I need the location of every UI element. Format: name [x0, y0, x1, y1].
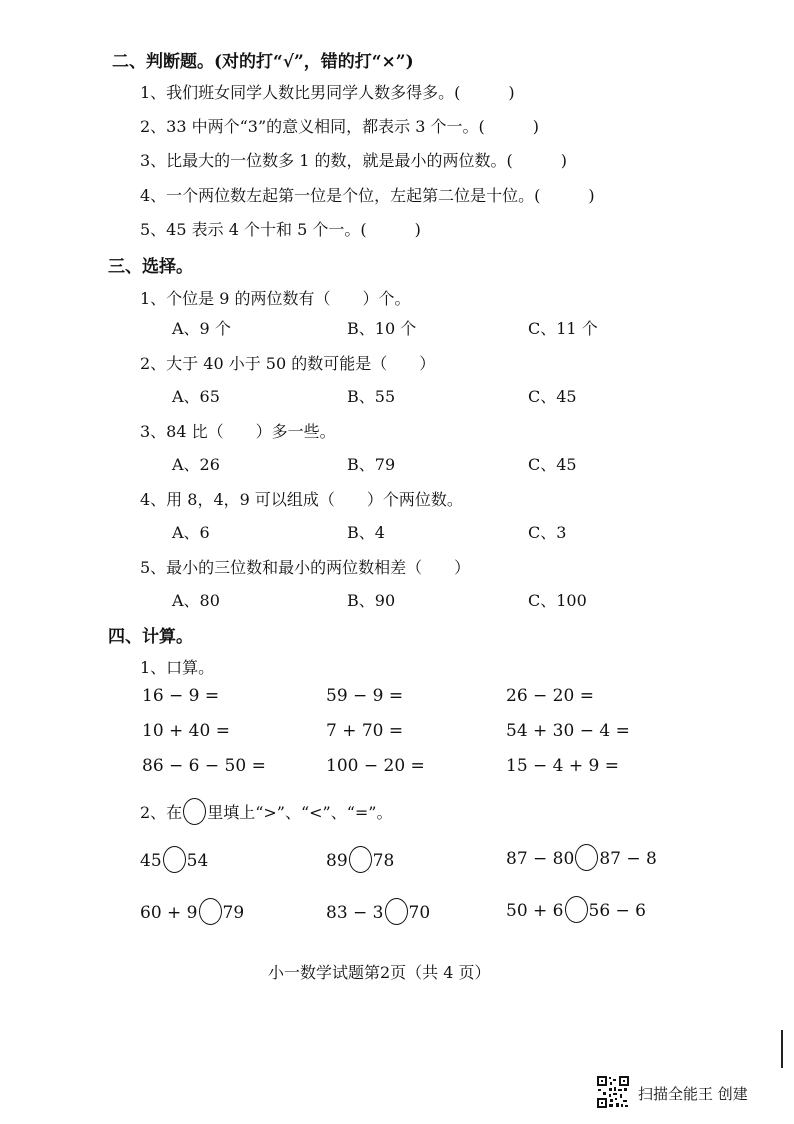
- answer-circle[interactable]: [163, 846, 186, 873]
- compare-right: 87 − 8: [599, 849, 657, 869]
- choice-2-option-a: A、65: [172, 387, 220, 406]
- choice-4-option-c: C、3: [528, 523, 567, 542]
- choice-1-option-b: B、10 个: [347, 319, 417, 338]
- choice-question-2: 2、大于 40 小于 50 的数可能是（ ）: [140, 354, 436, 373]
- compare-r1-c3: [506, 846, 657, 873]
- choice-question-3: 3、84 比（ ）多一些。: [140, 422, 336, 441]
- compare-r1-c2: [326, 848, 394, 875]
- compare-suffix: 里填上“>”、“<”、“=”。: [207, 803, 393, 822]
- oral-r3-c2: 100 − 20 =: [326, 756, 425, 776]
- choice-2-option-c: C、45: [528, 387, 577, 406]
- compare-right: 56 − 6: [588, 901, 646, 921]
- compare-left: 89: [326, 851, 348, 871]
- judge-item-5: 5、45 表示 4 个十和 5 个一。( ): [140, 220, 421, 239]
- choice-question-1: 1、个位是 9 的两位数有（ ）个。: [140, 289, 411, 308]
- watermark-text: 扫描全能王 创建: [638, 1085, 748, 1103]
- oral-r1-c1: 16 − 9 =: [142, 686, 220, 706]
- choice-4-option-b: B、4: [347, 523, 385, 542]
- choice-question-4: 4、用 8，4，9 可以组成（ ）个两位数。: [140, 490, 463, 509]
- choice-2-option-b: B、55: [347, 387, 396, 406]
- choice-1-option-a: A、9 个: [172, 319, 231, 338]
- compare-right: 79: [222, 903, 245, 923]
- oral-r2-c2: 7 + 70 =: [326, 721, 404, 741]
- qr-code-icon: [596, 1075, 630, 1109]
- section2-title: 二、判断题。(对的打“√”，错的打“×”): [112, 52, 414, 72]
- compare-r2-c1: [140, 900, 244, 927]
- choice-5-option-a: A、80: [172, 591, 220, 610]
- oral-r1-c3: 26 − 20 =: [506, 686, 594, 706]
- oral-r2-c1: 10 + 40 =: [142, 721, 230, 741]
- answer-circle[interactable]: [575, 844, 598, 871]
- oral-r2-c3: 54 + 30 − 4 =: [506, 721, 630, 741]
- compare-left: 50 + 6: [506, 901, 564, 921]
- answer-circle[interactable]: [349, 846, 372, 873]
- scan-edge-line: [781, 1030, 783, 1068]
- compare-left: 83 − 3: [326, 903, 384, 923]
- oral-calc-title: 1、口算。: [140, 658, 215, 677]
- compare-right: 70: [408, 903, 431, 923]
- choice-question-5: 5、最小的三位数和最小的两位数相差（ ）: [140, 558, 471, 577]
- choice-3-option-c: C、45: [528, 455, 577, 474]
- answer-circle[interactable]: [385, 898, 408, 925]
- compare-left: 60 + 9: [140, 903, 198, 923]
- judge-item-4: 4、一个两位数左起第一位是个位，左起第二位是十位。( ): [140, 186, 595, 205]
- compare-prefix: 2、在: [140, 803, 183, 822]
- compare-left: 45: [140, 851, 162, 871]
- compare-left: 87 − 80: [506, 849, 575, 869]
- choice-3-option-a: A、26: [172, 455, 220, 474]
- compare-r1-c1: [140, 848, 208, 875]
- compare-r2-c2: [326, 900, 430, 927]
- section4-title: 四、计算。: [108, 627, 193, 647]
- compare-right: 78: [372, 851, 395, 871]
- page-footer: 小一数学试题第2页（共 4 页）: [268, 963, 491, 982]
- compare-instruction: [140, 800, 393, 827]
- choice-5-option-c: C、100: [528, 591, 587, 610]
- oral-r3-c1: 86 − 6 − 50 =: [142, 756, 266, 776]
- compare-r2-c3: [506, 898, 646, 925]
- compare-right: 54: [186, 851, 209, 871]
- oral-r1-c2: 59 − 9 =: [326, 686, 404, 706]
- judge-item-1: 1、我们班女同学人数比男同学人数多得多。( ): [140, 83, 515, 102]
- judge-item-2: 2、33 中两个“3”的意义相同，都表示 3 个一。( ): [140, 117, 540, 136]
- answer-circle[interactable]: [565, 896, 588, 923]
- choice-4-option-a: A、6: [172, 523, 210, 542]
- choice-3-option-b: B、79: [347, 455, 396, 474]
- circle-icon: [183, 798, 206, 825]
- answer-circle[interactable]: [199, 898, 222, 925]
- oral-r3-c3: 15 − 4 + 9 =: [506, 756, 620, 776]
- judge-item-3: 3、比最大的一位数多 1 的数，就是最小的两位数。( ): [140, 151, 568, 170]
- section3-title: 三、选择。: [108, 257, 193, 277]
- choice-5-option-b: B、90: [347, 591, 396, 610]
- choice-1-option-c: C、11 个: [528, 319, 598, 338]
